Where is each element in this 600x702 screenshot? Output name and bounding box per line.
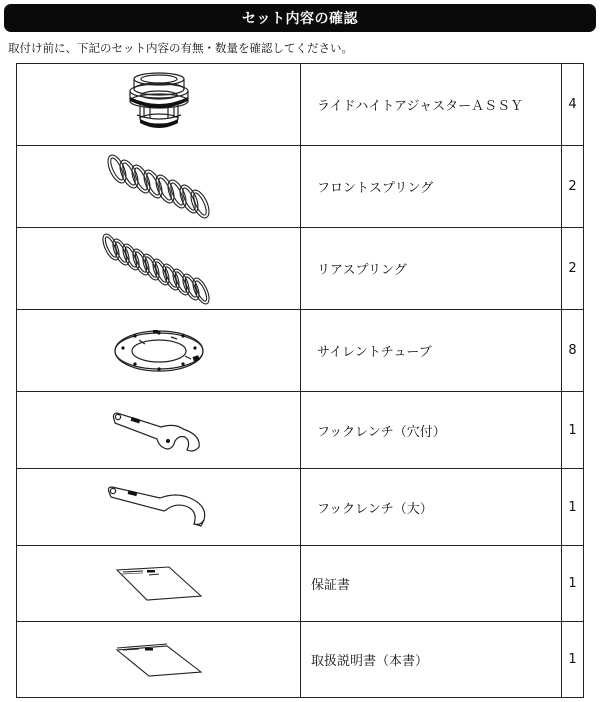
- item-quantity: 1: [562, 392, 584, 469]
- table-row: [17, 469, 584, 546]
- front-spring-icon: [99, 149, 219, 225]
- item-name: 保証書: [301, 546, 562, 622]
- item-name: リアスプリング: [301, 228, 562, 310]
- table-row: [17, 146, 584, 228]
- item-name: フックレンチ（大）: [301, 469, 562, 546]
- instruction-manual-icon: [109, 640, 209, 680]
- table-row: [17, 64, 584, 146]
- item-quantity: 2: [562, 228, 584, 310]
- item-quantity: 1: [562, 622, 584, 698]
- table-row: [17, 546, 584, 622]
- item-name: フロントスプリング: [301, 146, 562, 228]
- section-title-bar: [4, 4, 596, 32]
- item-name: 取扱説明書（本書）: [301, 622, 562, 698]
- item-name: ライドハイトアジャスターＡＳＳＹ: [301, 64, 562, 146]
- section-title: セット内容の確認: [242, 11, 358, 27]
- item-name: サイレントチューブ: [301, 310, 562, 392]
- warranty-card-icon: [109, 564, 209, 604]
- item-quantity: 1: [562, 469, 584, 546]
- item-quantity: 2: [562, 146, 584, 228]
- hook-wrench-hole-icon: [109, 405, 209, 455]
- rear-spring-icon: [97, 231, 221, 307]
- item-quantity: 1: [562, 546, 584, 622]
- item-quantity: 8: [562, 310, 584, 392]
- ride-height-adjuster-icon: [104, 67, 214, 143]
- item-quantity: 4: [562, 64, 584, 146]
- contents-table: [16, 63, 584, 698]
- item-name: フックレンチ（穴付）: [301, 392, 562, 469]
- hook-wrench-large-icon: [104, 482, 214, 532]
- table-row: [17, 228, 584, 310]
- table-row: [17, 392, 584, 469]
- intro-text: 取付け前に、下記のセット内容の有無・数量を確認してください。: [8, 41, 353, 55]
- table-row: [17, 310, 584, 392]
- silent-tube-icon: [109, 326, 209, 376]
- table-row: [17, 622, 584, 698]
